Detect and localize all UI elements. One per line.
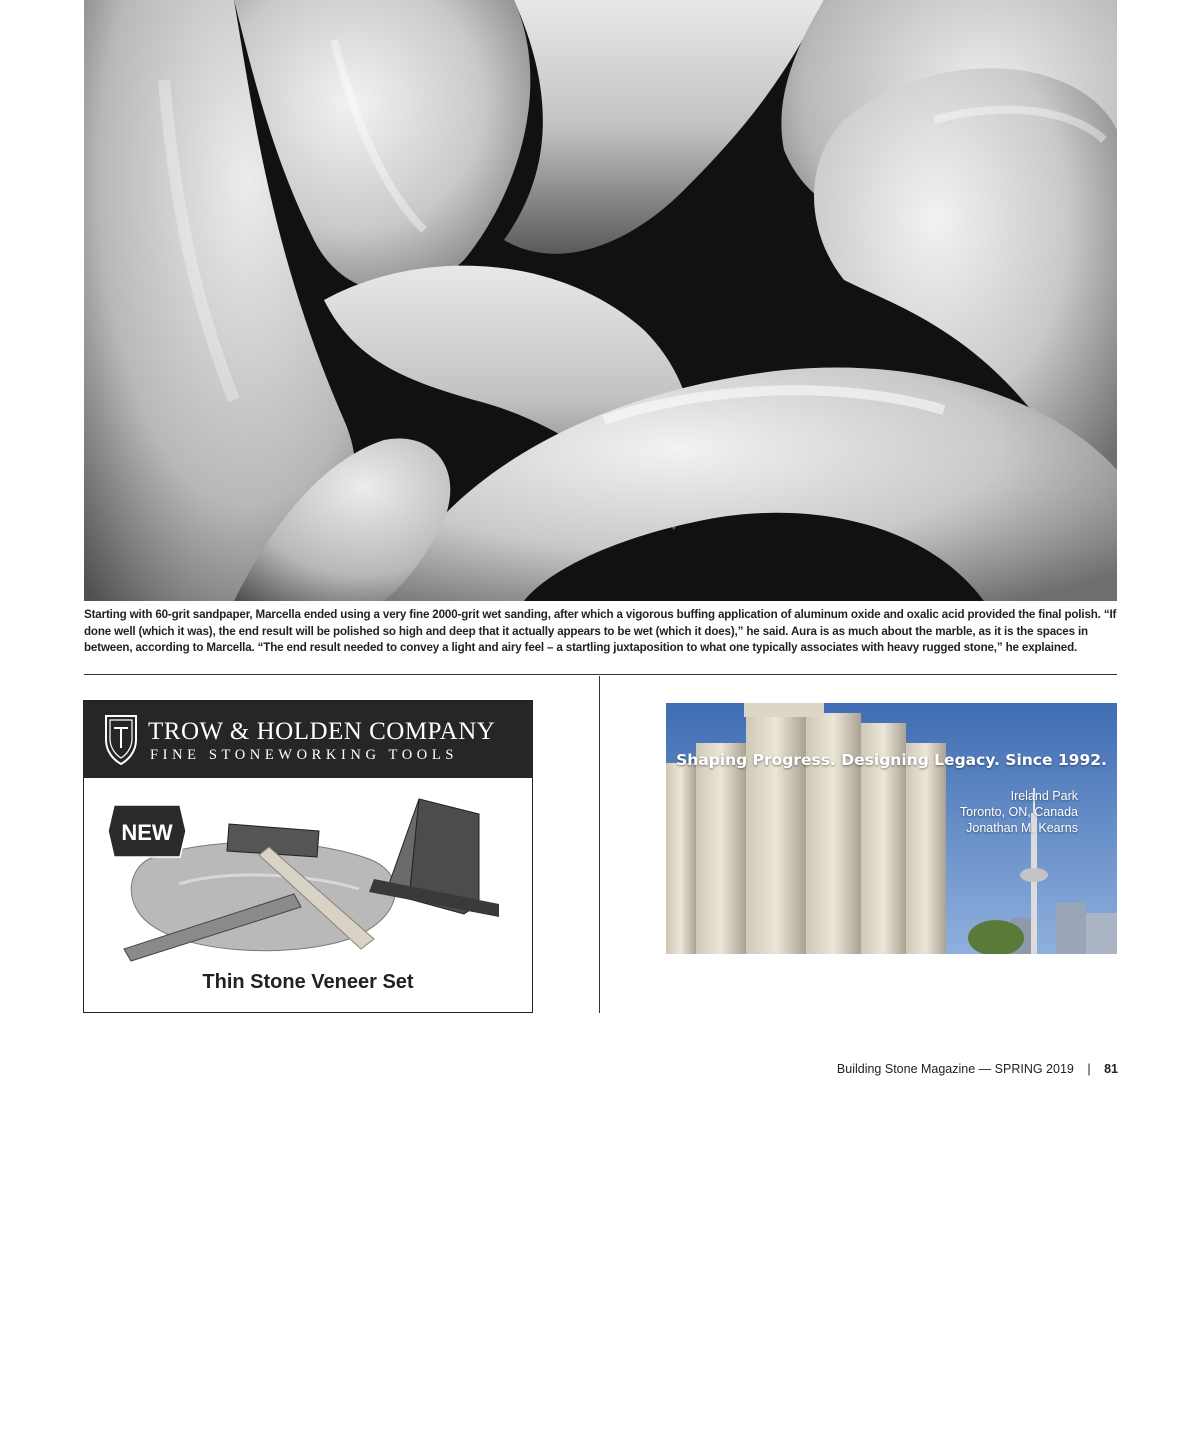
caption-text: Starting with 60-grit sandpaper, Marcella ended using a very fine 2000-grit wet sanding, after which a vigorous buffing application of aluminum oxide and oxalic acid provided the final polish. “If done well (which it was), the end result will be polished so high and deep that it actually appears to be wet (which it does),” he said. Aura is as much about the marble, as it is the spaces in between, according to Marcella. “The end result needed to convey a light and airy feel – a startling juxtaposition to what one typically associates with heavy rugged stone,” he explained. [84,608,1117,654]
page-footer [837,1062,1118,1076]
new-badge-icon [106,799,188,863]
product-title: Thin Stone Veneer Set [202,971,414,993]
marble-sculpture-photo [84,0,1117,601]
project-city: Toronto, ON, Canada [959,805,1078,819]
project-credit [960,788,1078,836]
project-name: Ireland Park [1010,789,1078,803]
page-number: 81 [1104,1062,1118,1076]
company-name: TROW & HOLDEN COMPANY [148,718,496,745]
picco-tagline: Shaping Progress. Designing Legacy. Since 1992. [676,751,1107,769]
horizontal-divider [84,674,1117,675]
picco-engineering-advertisement[interactable] [666,703,1117,954]
footer-divider: | [1087,1062,1091,1076]
vertical-divider [599,676,600,1013]
new-badge-label: NEW [121,820,173,845]
ad-header-banner [84,701,532,778]
photo-caption [84,607,1118,657]
company-tagline: FINE STONEWORKING TOOLS [150,747,458,763]
sculpture-illustration [84,0,1117,601]
issue-date: SPRING 2019 [994,1062,1074,1076]
publication-name: Building Stone Magazine — [836,1062,992,1076]
th-shield-logo-icon [104,714,138,766]
project-designer: Jonathan M. Kearns [966,821,1078,835]
trow-holden-advertisement[interactable] [83,700,533,1013]
